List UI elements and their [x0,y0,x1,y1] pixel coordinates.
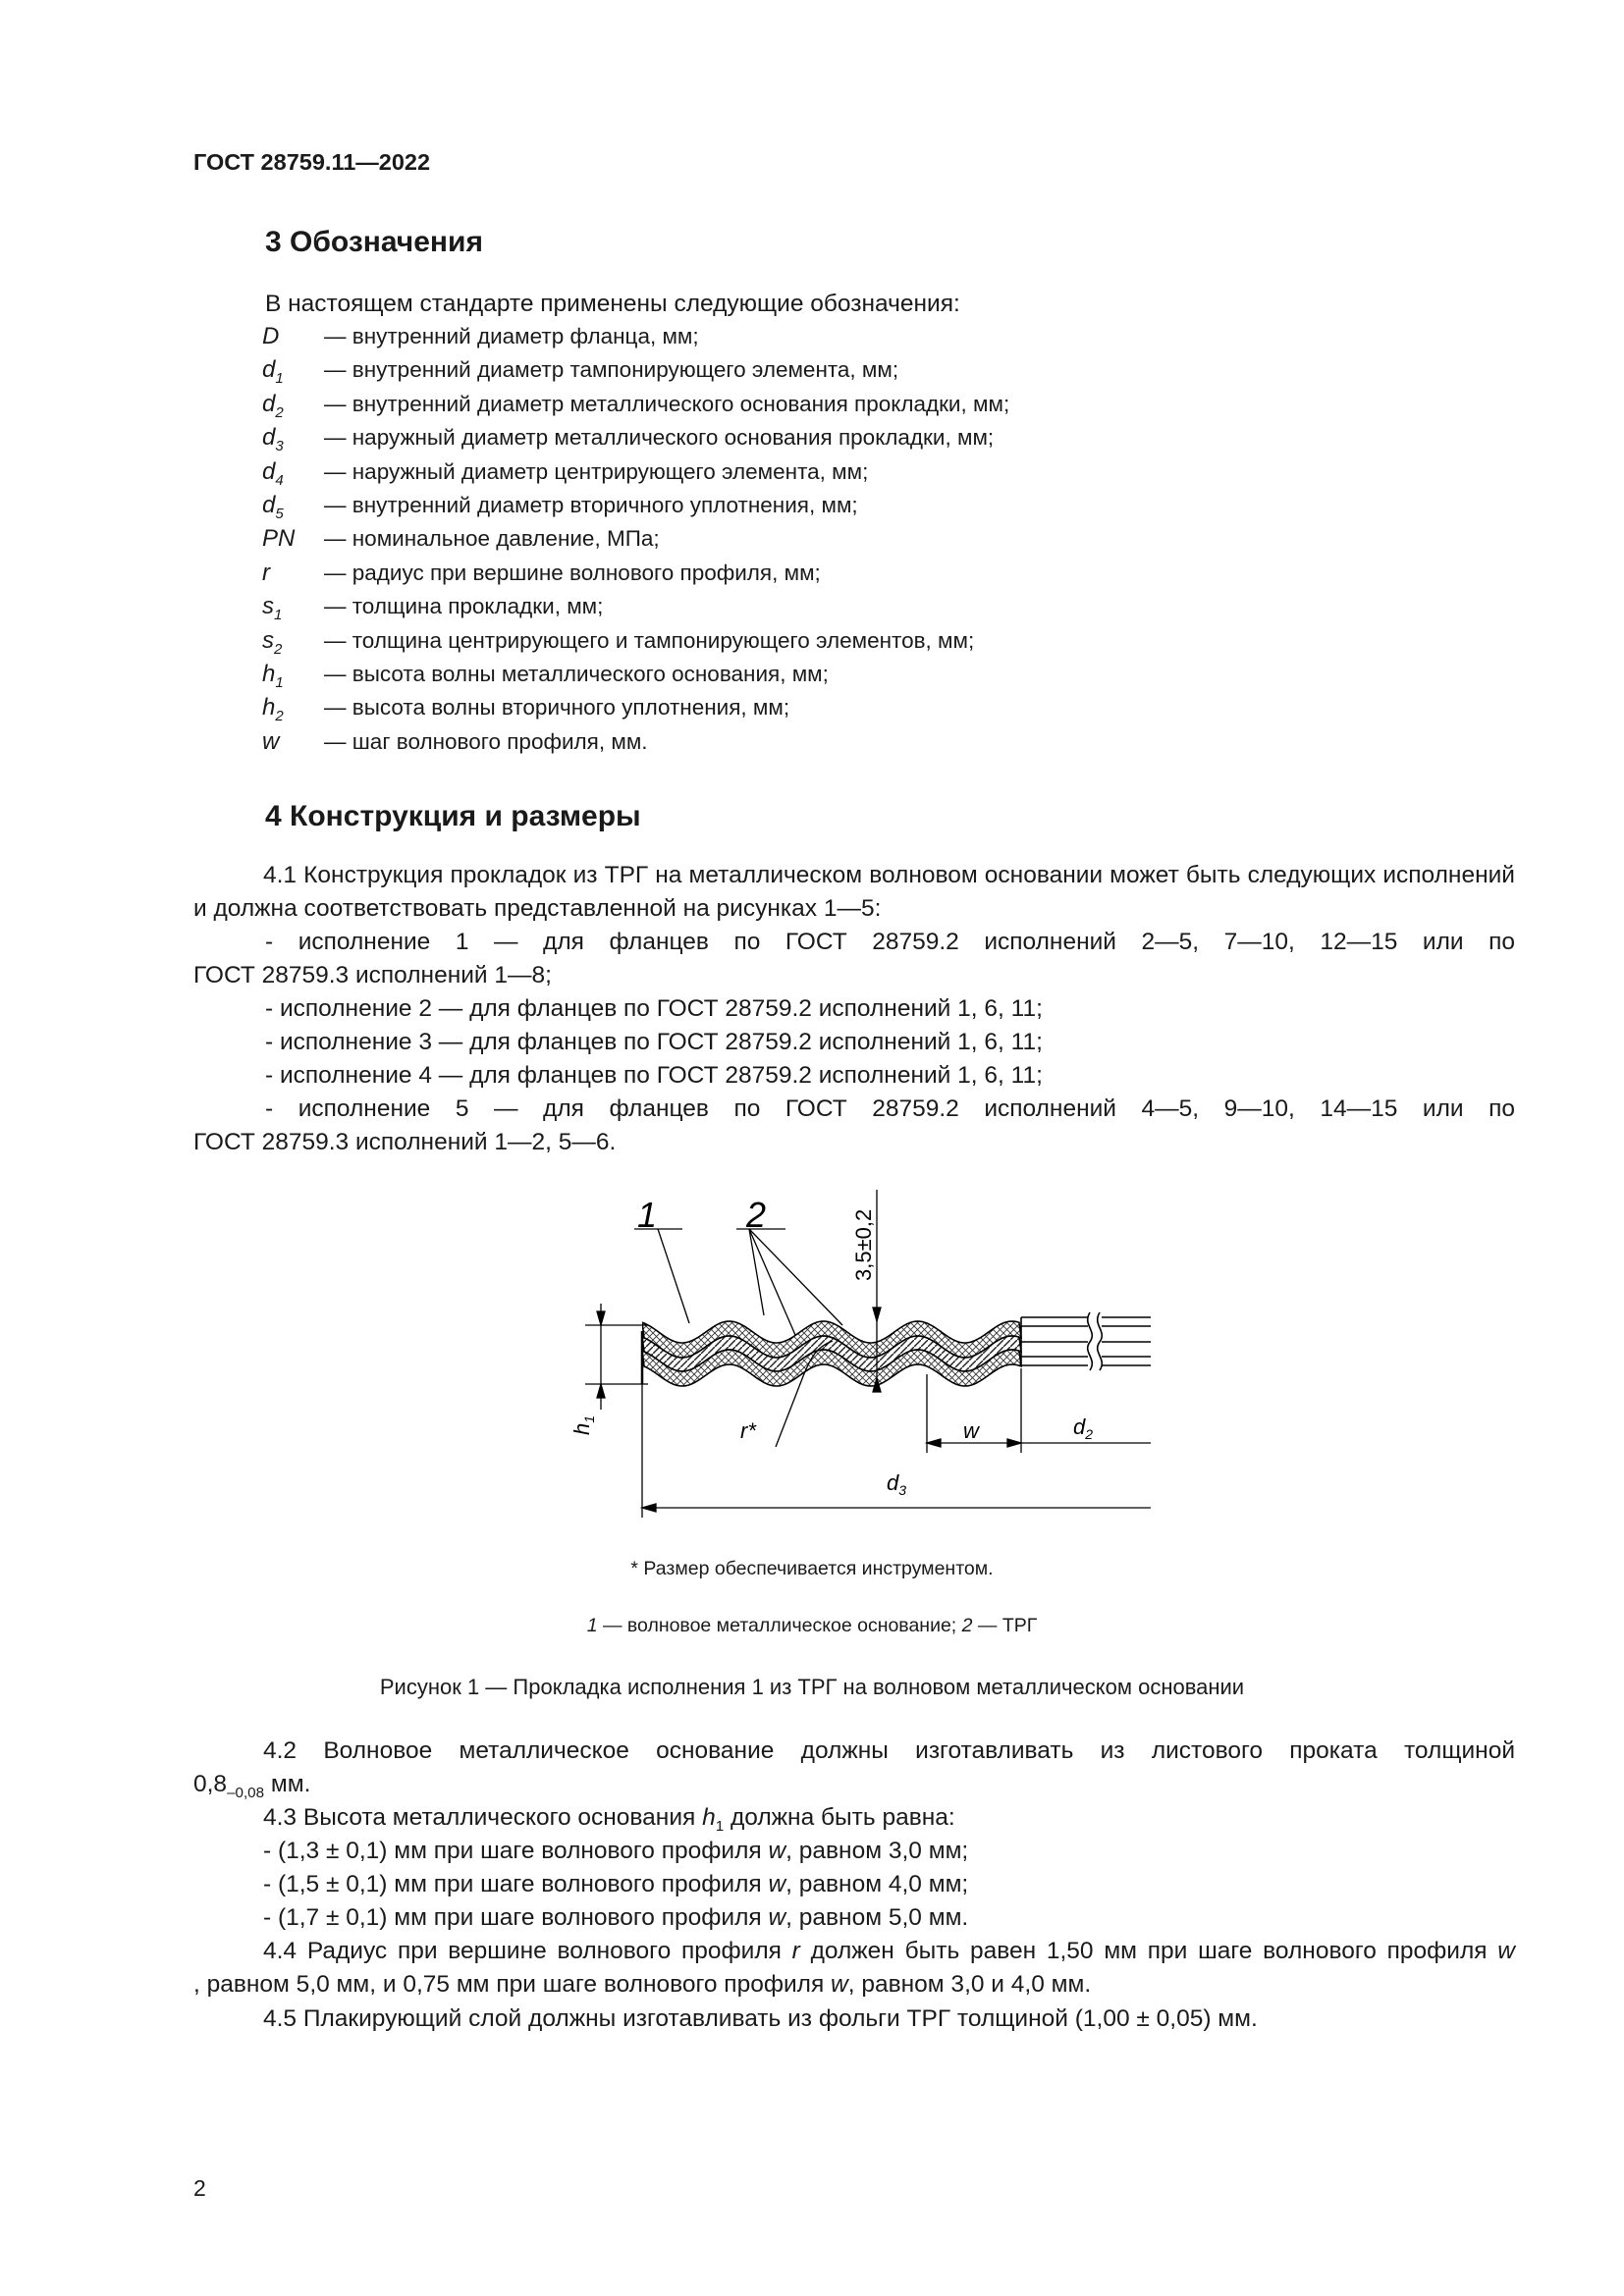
section-3-intro: В настоящем стандарте применены следующие обозначения: [265,291,960,317]
definition-text: — толщина центрирующего и тампонирующего элементов, мм; [324,627,975,653]
item-5-line-b: ГОСТ 28759.3 исполнений 1—2, 5—6. [193,1129,617,1155]
paragraph-4-2-value: $0,8_{-0,08}$ мм. [193,1771,311,1801]
item-4: - исполнение 4 — для фланцев по ГОСТ 28759.2 исполнений 1, 6, 11; [265,1062,1043,1089]
definition-symbol: PN [262,525,296,553]
definition-symbol: $d_2$ [262,390,284,421]
paragraph-4-1: 4.1 Конструкция прокладок из ТРГ на металлическом волновом основании может быть следующих исполнений и должна соответствовать представленной на рисунках 1—5: [193,862,1515,922]
figure-label-w: w [963,1418,979,1443]
item-1-line-a: - исполнение 1 — для фланцев по ГОСТ 28759.2 исполнений 2—5, 7—10, 12—15 или по [265,929,1515,955]
figure-label-d2: $d_2$ [1073,1415,1094,1442]
definition-text: — наружный диаметр металлического основания прокладки, мм; [324,425,995,451]
figure-1-legend: 1 — волновое металлическое основание; 2 — ТРГ [586,1615,1038,1636]
definition-symbol: $d_5$ [262,492,284,522]
figure-1-footnote: * Размер обеспечивается инструментом. [630,1558,994,1579]
paragraph-4-2: 4.2 Волновое металлическое основание должны изготавливать из листового проката толщиной [263,1737,1515,1764]
definition-symbol: $d_3$ [262,424,284,454]
figure-label-d3: $d_3$ [887,1470,907,1498]
paragraph-4-3: 4.3 Высота металлического основания $h_1$ должна быть равна: [263,1804,955,1835]
definition-symbol: r [262,559,270,586]
definition-symbol: w [262,727,280,755]
dimension-d3 [642,1384,1151,1518]
definition-symbol: D [262,323,280,349]
page-number: 2 [193,2175,206,2201]
figure-label-r: r* [740,1418,756,1443]
definition-text: — внутренний диаметр фланца, мм; [324,324,699,348]
gasket-section [642,1321,1021,1386]
paragraph-4-5: 4.5 Плакирующий слой должны изготавливать из фольги ТРГ толщиной (1,00 ± 0,05) мм. [263,2005,1258,2032]
definition-symbol: $d_4$ [262,457,284,489]
document-header: ГОСТ 28759.11—2022 [193,149,431,175]
definition-text: — шаг волнового профиля, мм. [324,728,648,754]
definition-text: — номинальное давление, МПа; [324,526,660,552]
definition-text: — внутренний диаметр тампонирующего элемента, мм; [324,357,899,383]
definition-text: — радиус при вершине волнового профиля, мм; [324,560,821,585]
section-4-title: 4 Конструкция и размеры [265,800,641,832]
item-3: - исполнение 3 — для фланцев по ГОСТ 28759.2 исполнений 1, 6, 11; [265,1029,1043,1055]
item-5-line-a: - исполнение 5 — для фланцев по ГОСТ 28759.2 исполнений 4—5, 9—10, 14—15 или по [265,1095,1515,1122]
list-item: - (1,5 ± 0,1) мм при шаге волнового профиля w, равном 4,0 мм; [263,1871,969,1897]
definition-symbol: $s_2$ [262,626,283,658]
item-2: - исполнение 2 — для фланцев по ГОСТ 28759.2 исполнений 1, 6, 11; [265,995,1043,1022]
definition-symbol: $s_1$ [262,593,283,623]
definition-symbol: $h_1$ [262,661,284,691]
figure-label-h1: $h_1$ [569,1415,597,1435]
definition-text: — толщина прокладки, мм; [324,594,604,619]
item-1-line-b: ГОСТ 28759.3 исполнений 1—8; [193,962,552,988]
figure-label-2: 2 [746,1195,767,1235]
dimension-h1 [585,1304,648,1410]
figure-1-caption: Рисунок 1 — Прокладка исполнения 1 из ТРГ на волновом металлическом основании [379,1675,1245,1699]
paragraph-4-4-line-a: 4.4 Радиус при вершине волнового профиля r должен быть равен 1,50 мм при шаге волнового профиля w [263,1938,1515,1964]
definition-text: — высота волны металлического основания, мм; [324,662,829,686]
section-3-title: 3 Обозначения [265,226,483,258]
definition-text: — внутренний диаметр вторичного уплотнения, мм; [324,493,858,517]
definition-symbol: $h_2$ [262,694,284,725]
paragraph-4-4-line-b: , равном 5,0 мм, и 0,75 мм при шаге волнового профиля w, равном 3,0 и 4,0 мм. [193,1971,1092,1998]
definition-symbol: $d_1$ [262,356,284,388]
figure-label-1: 1 [637,1195,658,1235]
gasket-flat-end [1021,1312,1151,1370]
list-item: - (1,7 ± 0,1) мм при шаге волнового профиля w, равном 5,0 мм. [263,1904,969,1931]
figure-label-thickness: 3,5±0,2 [851,1208,876,1281]
definition-text: — высота волны вторичного уплотнения, мм; [324,695,790,721]
list-item: - (1,3 ± 0,1) мм при шаге волнового профиля w, равном 3,0 мм; [263,1838,969,1864]
definition-text: — внутренний диаметр металлического основания прокладки, мм; [324,391,1010,416]
definition-text: — наружный диаметр центрирующего элемента, мм; [324,458,869,484]
